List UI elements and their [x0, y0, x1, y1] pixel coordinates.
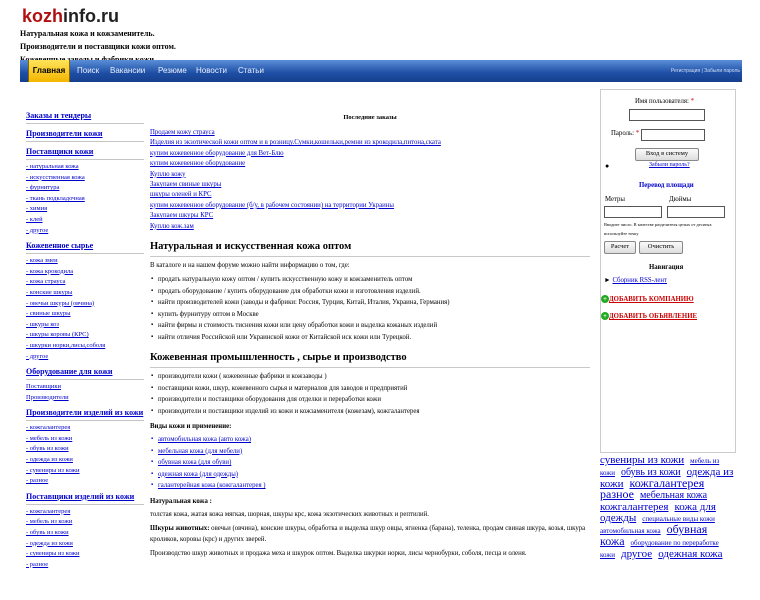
- sidebar-link[interactable]: - разное: [26, 477, 49, 485]
- divider: [150, 256, 590, 257]
- login-button[interactable]: Вход в систему: [635, 148, 699, 161]
- latest-orders-list: [150, 128, 590, 232]
- sidebar-link[interactable]: - шкуры коровы (КРС): [26, 331, 89, 339]
- rss-link[interactable]: Сборник RSS-лент: [612, 277, 667, 284]
- sidebar-link[interactable]: - натуральная кожа: [26, 163, 79, 170]
- tag-link[interactable]: мебель из кожи: [600, 457, 720, 477]
- section-title-leather-wholesale: Натуральная и искусственная кожа оптом: [150, 241, 352, 253]
- sidebar-link[interactable]: - кожа крокодила: [26, 267, 74, 275]
- leather-types-title: Виды кожи и применение:: [150, 423, 232, 431]
- password-input[interactable]: [641, 129, 705, 141]
- username-input[interactable]: [629, 109, 705, 121]
- divider: [26, 141, 144, 142]
- leather-types-bullets: [150, 434, 590, 492]
- navigation-title: Навигация: [649, 264, 684, 271]
- sidebar-link[interactable]: Производители: [26, 393, 69, 401]
- add-ad-link[interactable]: ДОБАВИТЬ ОБЪЯВЛЕНИЕ: [609, 313, 698, 320]
- list-item: ▪ поставщики кожи, шкур, кожевенного сырья и материалов для заводов и предприятий: [158, 383, 590, 395]
- sidebar-link[interactable]: Поставщики: [26, 383, 61, 391]
- order-link[interactable]: Закупаем свиные шкуры: [150, 181, 222, 189]
- order-link[interactable]: Закупаем шкуры КРС: [150, 212, 214, 220]
- info-bullets: [150, 274, 590, 343]
- sidebar-link[interactable]: - клей: [26, 215, 43, 223]
- meters-label: Метры: [605, 196, 625, 203]
- tag-link[interactable]: одежная кожа: [658, 548, 723, 560]
- feet-input[interactable]: [667, 206, 725, 218]
- fur-production-text: Производство шкур животных и продажа меха и шкурок оптом. Выделка шкурки норки, лисы чернобурки, соболя, песца и оленя.: [150, 549, 527, 557]
- tagline-2: Производители и поставщики кожи оптом.: [20, 42, 176, 51]
- sidebar-link[interactable]: - другое: [26, 226, 49, 234]
- tag-link[interactable]: кожа для одежды: [600, 501, 716, 524]
- list-item[interactable]: ▪ мебельная кожа (для мебели): [158, 446, 590, 458]
- animal-skins-text: [150, 523, 590, 545]
- sidebar-section-title[interactable]: Производители изделий из кожи: [26, 408, 144, 418]
- latest-orders-title: Последние заказы: [343, 114, 397, 121]
- tagline-1: Натуральная кожа и кожзаменитель.: [20, 29, 155, 38]
- username-label: Имя пользователя: *: [635, 98, 694, 105]
- divider: [26, 159, 144, 160]
- list-item: ▪ продать оборудование / купить оборудование для обработки кожи и изготовления изделий.: [158, 286, 590, 298]
- sidebar-link[interactable]: - свиные шкуры: [26, 310, 71, 318]
- order-link[interactable]: Куплю кожу: [150, 170, 186, 178]
- sidebar-link[interactable]: - другое: [26, 352, 49, 360]
- animal-skins-body: овечьи (овчина), конские шкуры, обработка и выделка шкур овцы, ягненка (барана), теленка, продам свиная шкура, козья, шкура кроликов, коровы (крс) и других зверей.: [150, 524, 586, 543]
- feet-label: Дюймы: [669, 196, 692, 203]
- arrow-icon: ►: [604, 277, 611, 284]
- sidebar-link[interactable]: - химия: [26, 205, 48, 213]
- site-header: [20, 6, 620, 66]
- divider: [150, 367, 590, 368]
- list-item[interactable]: ▪ автомобильная кожа (авто кожа): [158, 434, 590, 446]
- radio-icon: ●: [605, 162, 610, 170]
- site-logo[interactable]: [22, 6, 620, 26]
- sidebar-section-title[interactable]: Кожевенное сырье: [26, 241, 94, 251]
- list-item[interactable]: ▪ галантерейная кожа (кожгалантерея ): [158, 480, 590, 492]
- forgot-password-link[interactable]: Забыли пароль?: [649, 162, 690, 168]
- industry-bullets: [150, 371, 590, 417]
- divider: [26, 504, 144, 505]
- tag-link[interactable]: разное: [600, 487, 634, 501]
- order-link[interactable]: шкуры оленей и КРС: [150, 191, 212, 199]
- order-link[interactable]: Изделия из экзотической кожи оптом и в розницу.Сумки,кошельки,ремни из крокодила,питона,ската: [150, 139, 441, 147]
- sidebar-link[interactable]: - искусственная кожа: [26, 173, 85, 181]
- clear-button[interactable]: Очистить: [639, 241, 683, 254]
- sidebar-link[interactable]: - кожгалантерея: [26, 424, 71, 432]
- animal-skins-label: Шкуры животных:: [150, 524, 210, 532]
- nav-articles[interactable]: Статьи: [238, 66, 264, 75]
- sidebar-link[interactable]: - сувениры из кожи: [26, 550, 80, 558]
- add-company-item: [601, 295, 694, 303]
- main-nav-bar: [20, 60, 742, 82]
- sidebar-section-title[interactable]: Заказы и тендеры: [26, 111, 92, 120]
- list-item: ▪ производители и поставщики оборудования для отделки и переработки кожи: [158, 394, 590, 406]
- calc-button[interactable]: Расчет: [604, 241, 636, 254]
- sidebar-link[interactable]: - мебель из кожи: [26, 518, 73, 526]
- tag-link[interactable]: другое: [620, 548, 653, 560]
- sidebar-link[interactable]: - кожгалантерея: [26, 507, 71, 515]
- sidebar-link[interactable]: - фурнитура: [26, 184, 60, 192]
- order-link[interactable]: купим кожевенное оборудование: [150, 160, 246, 168]
- natural-leather-text: толстая кожа, жатая кожа мягкая, шорная, шкуры крс, кожа экзотических животных и рептилий.: [150, 510, 429, 518]
- order-link[interactable]: купим кожевенное оборудование (б/у, в рабочем состоянии) на территории Украины: [150, 201, 394, 209]
- sidebar-link[interactable]: - кожа змеи: [26, 257, 58, 265]
- tag-link[interactable]: одежда из кожи: [600, 466, 734, 490]
- sidebar-link[interactable]: - обувь из кожи: [26, 529, 69, 537]
- nav-resume[interactable]: Резюме: [158, 66, 187, 75]
- logo-accent-text: kozh: [22, 6, 64, 26]
- nav-home[interactable]: Главная: [28, 60, 70, 82]
- sidebar-link[interactable]: - разное: [26, 560, 49, 568]
- order-link[interactable]: Куплю кож.зам: [150, 222, 194, 230]
- list-item: ▪ найти фирмы и стоимость тиснения кожи или цену обработки кожи и выделка кожаных изделий: [158, 320, 590, 332]
- tag-link[interactable]: сувениры из кожи: [600, 454, 685, 466]
- password-label: Пароль: *: [611, 130, 640, 137]
- nav-register-forgot[interactable]: Регистрация | Забыли пароль: [670, 68, 740, 74]
- list-item[interactable]: ▪ одежная кожа (для одежды): [158, 469, 590, 481]
- list-item: ▪ купить фурнитуру оптом в Москве: [158, 309, 590, 321]
- convert-hint: Вводите число. В качестве разделителя целых от десятых используйте точку: [604, 222, 712, 236]
- sidebar-section-title[interactable]: Поставщики кожи: [26, 147, 94, 156]
- nav-news[interactable]: Новости: [196, 66, 227, 75]
- tag-link[interactable]: мебельная кожа: [639, 490, 708, 501]
- order-link[interactable]: купим кожевенное оборудование для Вет-Блю: [150, 149, 284, 157]
- list-item: ▪ производители кожи ( кожевенные фабрики и кожзаводы ): [158, 371, 590, 383]
- intro-text: В каталоге и на нашем форуме можно найти информацию о том, где:: [150, 262, 350, 270]
- sidebar-link[interactable]: - кожа страуса: [26, 278, 66, 286]
- tag-link[interactable]: кожгалантерея: [629, 476, 705, 490]
- divider: [26, 123, 144, 124]
- meters-input[interactable]: [604, 206, 662, 218]
- plus-icon: +: [603, 295, 607, 303]
- logo-text: info.ru: [63, 6, 120, 26]
- sidebar-section-title[interactable]: Оборудование для кожи: [26, 367, 113, 377]
- section-title-industry: Кожевенная промышленность , сырье и производство: [150, 352, 407, 364]
- list-item: ▪ найти отличия Российской или Украинской кожи от Китайской иск кожи или Турецкой.: [158, 332, 590, 344]
- sidebar-link[interactable]: - мебель из кожи: [26, 434, 73, 442]
- main-content: [150, 114, 590, 562]
- sidebar-link[interactable]: - одежда из кожи: [26, 539, 73, 547]
- natural-leather-title: Натуральная кожа :: [150, 497, 212, 505]
- sidebar-link[interactable]: - шкуры коз: [26, 320, 59, 328]
- order-link[interactable]: Продаем кожу страуса: [150, 129, 215, 136]
- add-ad-item: [601, 312, 697, 320]
- tag-link[interactable]: автомобильная кожа: [600, 527, 661, 535]
- nav-vacancies[interactable]: Вакансии: [110, 66, 146, 75]
- sidebar-link[interactable]: - шкурки норки,лисы,соболя: [26, 341, 106, 349]
- tag-link[interactable]: обувная кожа: [600, 522, 708, 548]
- tag-link[interactable]: оборудование по переработке кожи: [600, 539, 719, 559]
- sidebar-link[interactable]: - обувь из кожи: [26, 445, 69, 453]
- divider: [26, 379, 144, 380]
- area-convert-title: Перевод площади: [639, 182, 694, 189]
- sidebar-link[interactable]: - сувениры из кожи: [26, 466, 80, 474]
- sidebar-link[interactable]: - одежда из кожи: [26, 456, 73, 464]
- left-sidebar: [26, 106, 144, 570]
- divider: [26, 253, 144, 254]
- nav-search[interactable]: Поиск: [77, 66, 100, 75]
- sidebar-link[interactable]: - ткань подкладочная: [26, 194, 85, 202]
- list-item: ▪ продать натуральную кожу оптом / купить искусственную кожу и кожзаменитель оптом: [158, 274, 590, 286]
- tag-link[interactable]: обувь из кожи: [620, 467, 681, 478]
- list-item: ▪ найти производителей кожи (заводы и фабрики: Россия, Турция, Китай, Италия, Украина, Германия): [158, 297, 590, 309]
- tag-link[interactable]: специальные виды кожи: [642, 515, 715, 523]
- tag-link[interactable]: кожгалантерея: [600, 501, 669, 513]
- divider: [26, 420, 144, 421]
- right-sidebar: [600, 89, 736, 453]
- tag-cloud: [600, 454, 736, 560]
- sidebar-link[interactable]: - овечьи шкуры (овчина): [26, 299, 95, 307]
- list-item: ▪ производители и поставщики изделий из кожи и кожзаменителя (кожезам), кожгалантерея: [158, 406, 590, 418]
- rss-item: [604, 277, 667, 284]
- sidebar-section-title[interactable]: Поставщики изделий из кожи: [26, 491, 135, 501]
- add-company-link[interactable]: ДОБАВИТЬ КОМПАНИЮ: [609, 296, 694, 303]
- sidebar-link[interactable]: - конские шкуры: [26, 288, 73, 296]
- list-item[interactable]: ▪ обувная кожа (для обуви): [158, 457, 590, 469]
- sidebar-section-title[interactable]: Производители кожи: [26, 129, 103, 138]
- plus-icon: +: [603, 312, 607, 320]
